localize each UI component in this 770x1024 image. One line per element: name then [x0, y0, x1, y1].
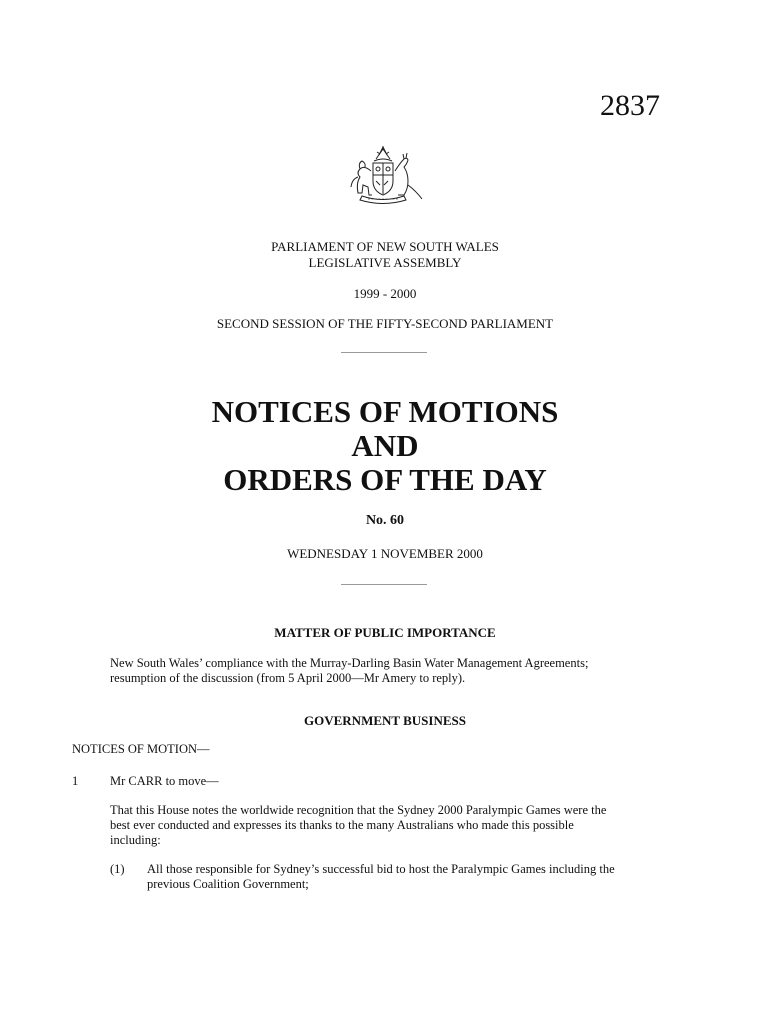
- sub-item-text-line-2: previous Coalition Government;: [147, 877, 309, 891]
- sub-item-number: (1): [110, 862, 125, 876]
- mpi-text-line-1: New South Wales’ compliance with the Murray-Darling Basin Water Management Agreements;: [110, 656, 589, 670]
- sub-item-text-line-1: All those responsible for Sydney’s successful bid to host the Paralympic Games including the: [147, 862, 615, 876]
- separator-line: [341, 584, 427, 585]
- motion-text-line-2: best ever conducted and expresses its thanks to the many Australians who made this possible: [110, 818, 574, 832]
- document-title-line-2: AND: [351, 428, 419, 463]
- issue-number: No. 60: [365, 513, 405, 528]
- session-description: SECOND SESSION OF THE FIFTY-SECOND PARLIAMENT: [216, 316, 554, 331]
- session-years: 1999 - 2000: [353, 286, 417, 301]
- house-name: LEGISLATIVE ASSEMBLY: [308, 255, 462, 270]
- mpi-heading: MATTER OF PUBLIC IMPORTANCE: [274, 625, 496, 640]
- government-business-heading: GOVERNMENT BUSINESS: [304, 713, 466, 728]
- document-title-line-3: ORDERS OF THE DAY: [223, 462, 547, 497]
- parliament-name: PARLIAMENT OF NEW SOUTH WALES: [271, 239, 499, 254]
- issue-date: WEDNESDAY 1 NOVEMBER 2000: [287, 546, 483, 561]
- motion-mover: Mr CARR to move—: [110, 774, 219, 788]
- motion-number: 1: [72, 774, 79, 788]
- separator-line: [341, 352, 427, 353]
- notices-of-motion-label: NOTICES OF MOTION—: [72, 742, 210, 756]
- mpi-text-line-2: resumption of the discussion (from 5 April 2000—Mr Amery to reply).: [110, 671, 466, 685]
- motion-text-line-1: That this House notes the worldwide recognition that the Sydney 2000 Paralympic Games were the: [110, 803, 607, 817]
- page-number: 2837: [600, 89, 660, 122]
- motion-text-line-3: including:: [110, 833, 161, 847]
- document-title-line-1: NOTICES OF MOTIONS: [211, 394, 559, 429]
- coat-of-arms-icon: [338, 145, 428, 205]
